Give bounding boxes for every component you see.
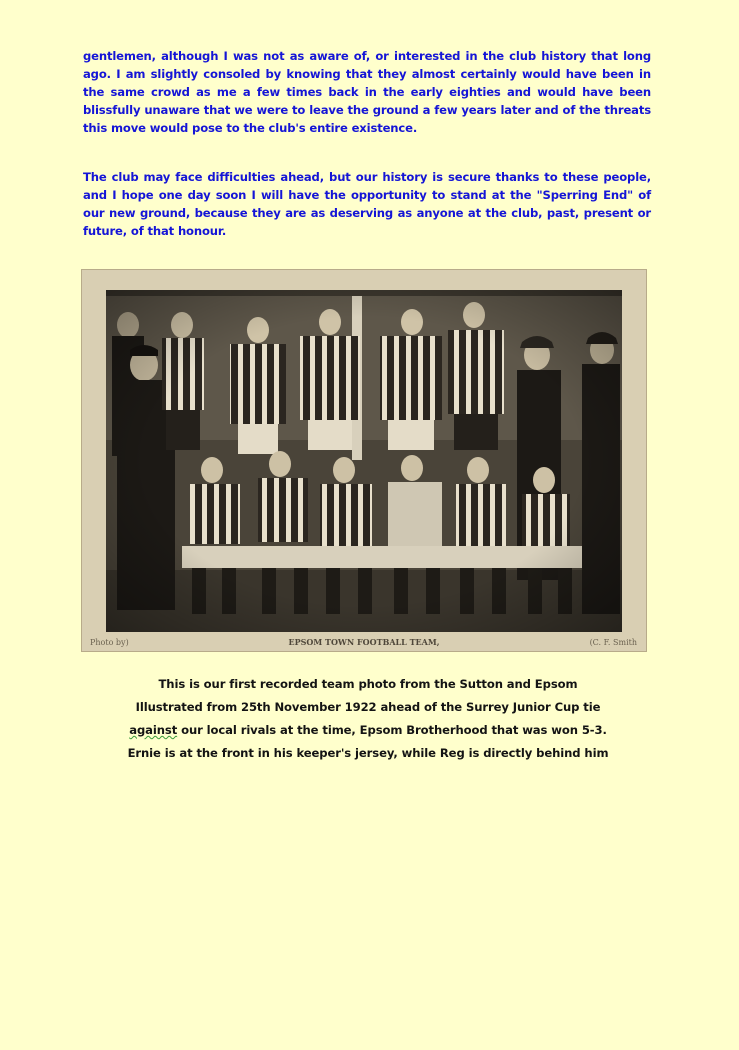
photo-title: EPSOM TOWN FOOTBALL TEAM, bbox=[288, 637, 440, 647]
photo-credit-left: Photo by) bbox=[90, 638, 129, 647]
caption-line-1: This is our first recorded team photo from the Sutton and Epsom bbox=[158, 677, 578, 691]
caption-line-4: Ernie is at the front in his keeper's jersey, while Reg is directly behind him bbox=[127, 746, 609, 760]
photo-caption bbox=[84, 673, 652, 765]
body-paragraph-1: gentlemen, although I was not as aware of, or interested in the club history that long ago. I am slightly consoled by knowing that they almost certainly would have been in the same crowd as me a few times back in the early eighties and would have been blissfully unaware that we were to leave the ground a few years later and of the threats this move would pose to the club's entire existence. bbox=[83, 49, 651, 135]
spellcheck-flagged-word[interactable]: against bbox=[129, 723, 178, 737]
team-photo bbox=[81, 269, 647, 652]
photo-credit-right: (C. F. Smith bbox=[589, 638, 637, 647]
caption-line-3 bbox=[84, 719, 652, 742]
body-paragraph-2: The club may face difficulties ahead, but our history is secure thanks to these people, and I hope one day soon I will have the opportunity to stand at the "Sperring End" of our new ground, because they are as deserving as anyone at the club, past, present or future, of that honour. bbox=[83, 170, 651, 238]
caption-line-2: Illustrated from 25th November 1922 ahead of the Surrey Junior Cup tie bbox=[135, 700, 601, 714]
caption-line-3-rest: our local rivals at the time, Epsom Brotherhood that was won 5-3. bbox=[177, 723, 607, 737]
